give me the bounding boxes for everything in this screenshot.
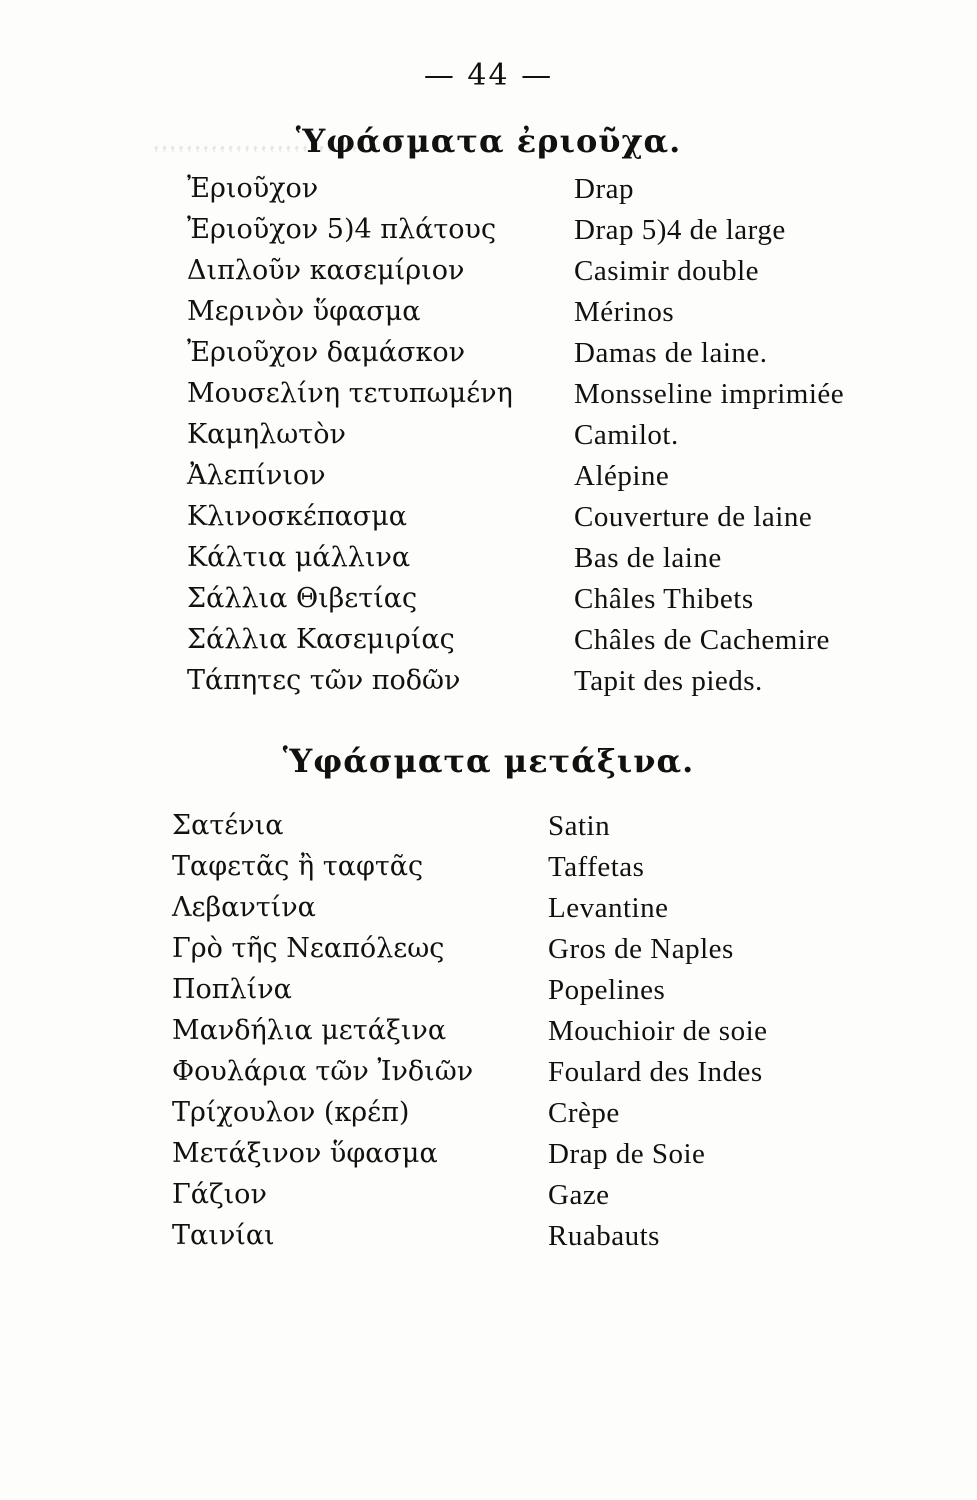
list-item (0, 1138, 977, 1179)
list-item (0, 542, 977, 583)
french-term: Drap 5)4 de large (574, 214, 786, 246)
french-term: Levantine (548, 892, 669, 924)
list-item (0, 892, 977, 933)
greek-term: Σάλλια Κασεμιρίας (187, 624, 455, 655)
french-term: Châles Thibets (574, 583, 754, 615)
section-heading-woolen: Ὑφάσματα ἐριοῦχα. (295, 122, 682, 160)
page-number: — 44 — (423, 58, 554, 93)
list-item (0, 255, 977, 296)
list-item (0, 665, 977, 706)
section-heading-silk: Ὑφάσματα μετάξινα. (282, 742, 695, 780)
french-term: Gaze (548, 1179, 610, 1211)
french-term: Bas de laine (574, 542, 722, 574)
greek-term: Μερινὸν ὕφασμα (187, 296, 421, 327)
greek-term: Ποπλίνα (172, 974, 292, 1005)
greek-term: Φουλάρια τῶν Ἰνδιῶν (172, 1056, 474, 1087)
list-item (0, 173, 977, 214)
greek-term: Γάζιον (172, 1179, 267, 1210)
greek-term: Ἀλεπίνιον (187, 460, 326, 491)
list-item (0, 501, 977, 542)
greek-term: Γρὸ τῆς Νεαπόλεως (172, 933, 445, 964)
french-term: Damas de laine. (574, 337, 768, 369)
greek-term: Ἐριοῦχον δαμάσκον (187, 337, 466, 368)
greek-term: Ἐριοῦχον 5)4 πλάτους (187, 214, 497, 245)
list-item (0, 1220, 977, 1261)
french-term: Drap de Soie (548, 1138, 706, 1170)
list-item (0, 974, 977, 1015)
greek-term: Ἐριοῦχον (187, 173, 319, 204)
greek-term: Σατένια (172, 810, 284, 841)
french-term: Ruabauts (548, 1220, 660, 1252)
greek-term: Μανδήλια μετάξινα (172, 1015, 447, 1046)
french-term: Monsseline imprimiée (574, 378, 845, 410)
french-term: Taffetas (548, 851, 645, 883)
french-term: Mérinos (574, 296, 675, 328)
greek-term: Κλινοσκέπασμα (187, 501, 408, 532)
greek-term: Τάπητες τῶν ποδῶν (187, 665, 461, 696)
list-item (0, 583, 977, 624)
greek-term: Κάλτια μάλλινα (187, 542, 411, 573)
woolen-fabrics-list (0, 173, 977, 706)
list-item (0, 419, 977, 460)
list-item (0, 1015, 977, 1056)
list-item (0, 337, 977, 378)
french-term: Drap (574, 173, 634, 205)
greek-term: Σάλλια Θιβετίας (187, 583, 418, 614)
french-term: Gros de Naples (548, 933, 734, 965)
french-term: Alépine (574, 460, 670, 492)
list-item (0, 378, 977, 419)
list-item (0, 1097, 977, 1138)
greek-term: Καμηλωτὸν (187, 419, 346, 450)
list-item (0, 296, 977, 337)
greek-term: Μουσελίνη τετυπωμένη (187, 378, 513, 409)
greek-term: Ταφετᾶς ἢ ταφτᾶς (172, 851, 424, 882)
list-item (0, 214, 977, 255)
list-item (0, 460, 977, 501)
french-term: Foulard des Indes (548, 1056, 763, 1088)
list-item (0, 851, 977, 892)
greek-term: Τρίχουλον (κρέπ) (172, 1097, 410, 1128)
french-term: Crèpe (548, 1097, 620, 1129)
french-term: Châles de Cachemire (574, 624, 830, 656)
french-term: Satin (548, 810, 611, 842)
greek-term: Μετάξινον ὕφασμα (172, 1138, 438, 1169)
list-item (0, 624, 977, 665)
french-term: Casimir double (574, 255, 760, 287)
french-term: Tapit des pieds. (574, 665, 763, 697)
silk-fabrics-list (0, 810, 977, 1261)
french-term: Couverture de laine (574, 501, 813, 533)
list-item (0, 1179, 977, 1220)
french-term: Popelines (548, 974, 666, 1006)
greek-term: Ταινίαι (172, 1220, 275, 1251)
list-item (0, 1056, 977, 1097)
list-item (0, 933, 977, 974)
greek-term: Διπλοῦν κασεμίριον (187, 255, 465, 286)
bleed-through-text: ̓ ̓ ̓ ̓ ̓ ̓ ̓ ̓ ̓ ̓ ̓ ̓ ̓ ̓ ̓ ̓ ̓ ̓ ̓ ̓ ̓ ̓ ̓ ̓ ̓ (150, 145, 349, 175)
list-item (0, 810, 977, 851)
greek-term: Λεβαντίνα (172, 892, 316, 923)
french-term: Mouchioir de soie (548, 1015, 768, 1047)
french-term: Camilot. (574, 419, 679, 451)
